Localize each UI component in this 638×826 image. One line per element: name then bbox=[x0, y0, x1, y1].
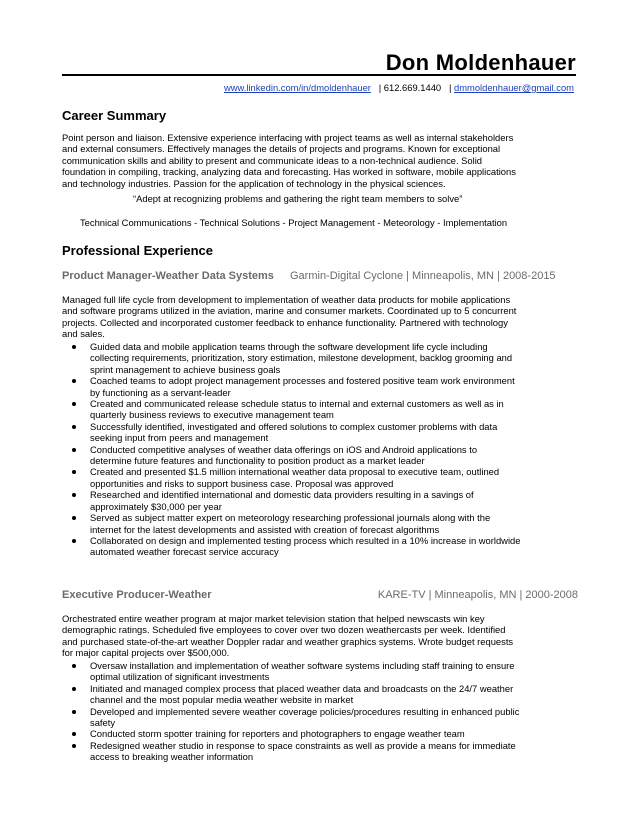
description-line: Orchestrated entire weather program at major market television station that helped newscasts win key bbox=[62, 613, 485, 624]
job-company: Garmin-Digital Cyclone | Minneapolis, MN | 2008-2015 bbox=[290, 270, 556, 282]
list-item: Created and presented $1.5 million international weather data proposal to executive team, outlined opportunities and risks to support business case. Proposal was approved bbox=[62, 466, 586, 489]
phone-number: 612.669.1440 bbox=[383, 82, 442, 93]
bullet-icon bbox=[72, 379, 76, 383]
bullet-icon bbox=[72, 470, 76, 474]
description-line: for major capital projects over $500,000. bbox=[62, 647, 230, 659]
bullet-icon bbox=[72, 687, 76, 691]
contact-separator: | bbox=[373, 82, 384, 93]
description-line: and sales. bbox=[62, 328, 105, 340]
bullet-icon bbox=[72, 710, 76, 714]
bullet-icon bbox=[72, 516, 76, 520]
list-item: Successfully identified, investigated and offered solutions to complex customer problems with data seeking input from peers and management bbox=[62, 421, 586, 444]
summary-line: Point person and liaison. Extensive experience interfacing with project teams as well as internal stakeholders bbox=[62, 132, 514, 143]
header-divider bbox=[62, 74, 576, 76]
professional-experience-heading: Professional Experience bbox=[62, 243, 214, 258]
job-header bbox=[62, 270, 578, 284]
bullet-icon bbox=[72, 425, 76, 429]
job-bullet-list bbox=[62, 341, 586, 558]
career-summary-heading: Career Summary bbox=[62, 108, 167, 123]
bullet-icon bbox=[72, 493, 76, 497]
list-item: Conducted storm spotter training for reporters and photographers to engage weather team bbox=[62, 728, 586, 739]
job-title: Product Manager-Weather Data Systems bbox=[62, 270, 274, 282]
bullet-icon bbox=[72, 345, 76, 349]
bullet-icon bbox=[72, 732, 76, 736]
list-item: Created and communicated release schedule status to internal and external customers as well as in quarterly business reviews to executive management team bbox=[62, 398, 586, 421]
contact-separator: | bbox=[443, 82, 454, 93]
list-item: Served as subject matter expert on meteorology researching professional journals along with the internet for the latest developments and assisted with creation of forecast algorithms bbox=[62, 512, 586, 535]
list-item: Coached teams to adopt project management processes and fostered positive team work environment by functioning as a servant-leader bbox=[62, 375, 586, 398]
email-link[interactable]: dmmoldenhauer@gmail.com bbox=[454, 82, 574, 93]
contact-line bbox=[224, 82, 574, 93]
summary-line: foundation in compiling, tracking, analyzing data and forecasting. Has worked in software, mobile applications bbox=[62, 166, 516, 178]
bullet-icon bbox=[72, 448, 76, 452]
list-item: Guided data and mobile application teams through the software development life cycle including collecting requirements, prioritization, story estimation, milestone development, backlog grooming and sprint management to achieve business goals bbox=[62, 341, 586, 375]
summary-line: communication skills and ability to present and communicate ideas to a non-technical audience. Solid bbox=[62, 154, 483, 166]
description-line: and purchased state-of-the-art weather Doppler radar and weather graphics systems. Wrote budget requests bbox=[62, 635, 514, 647]
job-description bbox=[62, 613, 582, 659]
job-title: Executive Producer-Weather bbox=[62, 589, 212, 601]
list-item: Initiated and managed complex process that placed weather data and broadcasts on the 24/7 weather channel and the most popular media weather website in market bbox=[62, 683, 586, 706]
description-line: demographic ratings. Scheduled five employees to cover over two dozen weathercasts per week. Identified bbox=[62, 624, 506, 636]
job-description bbox=[62, 294, 582, 340]
bullet-icon bbox=[72, 539, 76, 543]
career-summary-text bbox=[62, 132, 582, 189]
linkedin-link[interactable]: www.linkedin.com/in/dmoldenhauer bbox=[223, 82, 371, 93]
bullet-icon bbox=[72, 402, 76, 406]
list-item: Developed and implemented severe weather coverage policies/procedures resulting in enhanced public safety bbox=[62, 706, 586, 729]
list-item: Researched and identified international and domestic data providers resulting in a savings of approximately $30,000 per year bbox=[62, 489, 586, 512]
candidate-name: Don Moldenhauer bbox=[385, 50, 576, 75]
skills-line: Technical Communications - Technical Solutions - Project Management - Meteorology - Implementation bbox=[80, 217, 508, 228]
list-item: Collaborated on design and implemented testing process which resulted in a 10% increase in worldwide automated weather forecast service accuracy bbox=[62, 535, 586, 558]
summary-line: and technology industries. Passion for the application of technology in the physical sciences. bbox=[62, 177, 446, 189]
description-line: Managed full life cycle from development to implementation of weather data products for mobile applications bbox=[62, 294, 511, 305]
job-bullet-list bbox=[62, 660, 586, 763]
bullet-icon bbox=[72, 664, 76, 668]
job-header bbox=[62, 589, 578, 603]
bullet-icon bbox=[72, 744, 76, 748]
job-company: KARE-TV | Minneapolis, MN | 2000-2008 bbox=[377, 589, 578, 601]
list-item: Conducted competitive analyses of weather data offerings on iOS and Android applications to determine future features and functionality to position product as a market leader bbox=[62, 444, 586, 467]
description-line: projects. Collected and incorporated customer feedback to enhance functionality. Partnered with technology bbox=[62, 316, 508, 328]
description-line: and software programs utilized in the aviation, marine and consumer markets. Coordinated up to 5 concurrent bbox=[62, 305, 517, 317]
summary-line: and external consumers. Effectively manages the details of projects and programs. Known for exceptional bbox=[62, 143, 501, 155]
list-item: Oversaw installation and implementation of weather software systems including staff training to ensure optimal utilization of significant investments bbox=[62, 660, 586, 683]
summary-quote: “Adept at recognizing problems and gathering the right team members to solve” bbox=[133, 193, 463, 204]
list-item: Redesigned weather studio in response to space constraints as well as provide a means for immediate access to breaking weather information bbox=[62, 740, 586, 763]
